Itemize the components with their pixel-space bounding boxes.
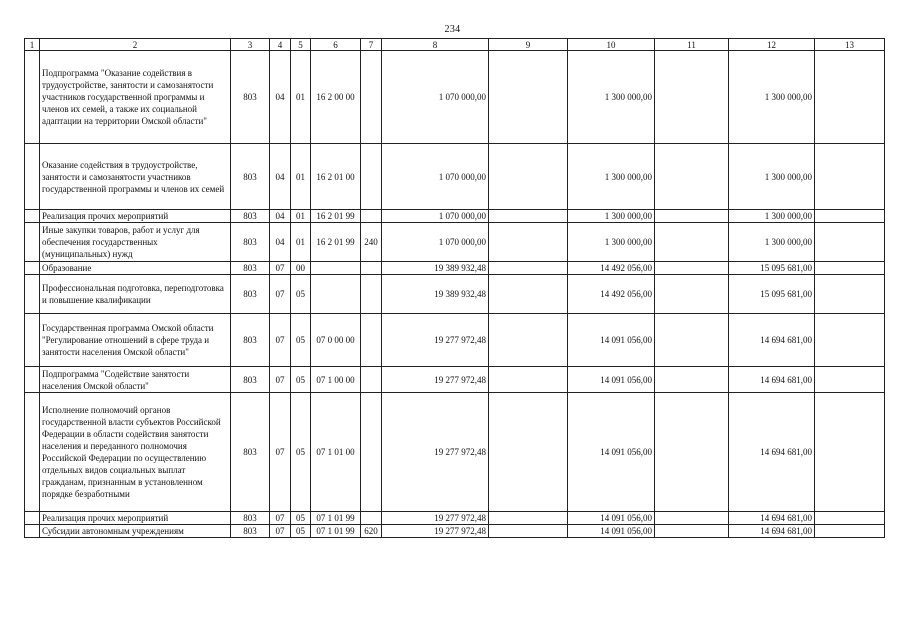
- column-number-row: [25, 39, 885, 51]
- expense-type-cell: [361, 367, 382, 393]
- amount-cell: [815, 275, 885, 314]
- amount-cell: [655, 275, 729, 314]
- amount-cell: 15 095 681,00: [729, 262, 815, 275]
- amount-cell: 14 091 056,00: [568, 525, 655, 538]
- expense-type-cell: 620: [361, 525, 382, 538]
- amount-cell: [655, 223, 729, 262]
- amount-cell: [815, 525, 885, 538]
- section-code-cell: 04: [270, 223, 291, 262]
- amount-cell: [489, 393, 568, 512]
- target-article-cell: 16 2 00 00: [311, 51, 361, 144]
- amount-cell: 1 070 000,00: [382, 210, 489, 223]
- amount-cell: [815, 512, 885, 525]
- ministry-code-cell: 803: [231, 144, 270, 210]
- table-row: [25, 367, 885, 393]
- amount-cell: 1 300 000,00: [568, 223, 655, 262]
- amount-cell: 14 091 056,00: [568, 367, 655, 393]
- amount-cell: 1 300 000,00: [729, 51, 815, 144]
- amount-cell: [489, 512, 568, 525]
- amount-cell: 1 070 000,00: [382, 144, 489, 210]
- amount-cell: [815, 51, 885, 144]
- expense-type-cell: [361, 393, 382, 512]
- amount-cell: [815, 144, 885, 210]
- target-article-cell: 16 2 01 99: [311, 223, 361, 262]
- amount-cell: [655, 144, 729, 210]
- section-code-cell: 04: [270, 210, 291, 223]
- ministry-code-cell: 803: [231, 275, 270, 314]
- expense-type-cell: [361, 275, 382, 314]
- amount-cell: 14 694 681,00: [729, 393, 815, 512]
- expense-type-cell: 240: [361, 223, 382, 262]
- item-name-cell: Подпрограмма "Содействие занятости населения Омской области": [40, 367, 231, 393]
- amount-cell: 19 389 932,48: [382, 262, 489, 275]
- item-name-cell: Образование: [40, 262, 231, 275]
- column-number-header: 4: [270, 39, 291, 51]
- amount-cell: [655, 393, 729, 512]
- column-number-header: 12: [729, 39, 815, 51]
- amount-cell: [815, 314, 885, 367]
- amount-cell: 14 091 056,00: [568, 314, 655, 367]
- amount-cell: 1 300 000,00: [729, 223, 815, 262]
- amount-cell: 1 300 000,00: [568, 144, 655, 210]
- expense-type-cell: [361, 314, 382, 367]
- amount-cell: 1 300 000,00: [568, 51, 655, 144]
- ministry-code-cell: 803: [231, 262, 270, 275]
- target-article-cell: 07 1 01 00: [311, 393, 361, 512]
- amount-cell: [489, 51, 568, 144]
- amount-cell: 19 277 972,48: [382, 525, 489, 538]
- amount-cell: [815, 210, 885, 223]
- expense-type-cell: [361, 144, 382, 210]
- subsection-code-cell: 05: [291, 367, 311, 393]
- subsection-code-cell: 05: [291, 314, 311, 367]
- amount-cell: 1 300 000,00: [729, 144, 815, 210]
- column-number-header: 1: [25, 39, 40, 51]
- table-row: [25, 223, 885, 262]
- table-row: [25, 275, 885, 314]
- section-code-cell: 07: [270, 262, 291, 275]
- budget-table: [24, 38, 885, 538]
- column-number-header: 11: [655, 39, 729, 51]
- row-index-cell: [25, 223, 40, 262]
- section-code-cell: 07: [270, 275, 291, 314]
- amount-cell: [815, 393, 885, 512]
- table-row: [25, 512, 885, 525]
- amount-cell: 19 277 972,48: [382, 367, 489, 393]
- item-name-cell: Профессиональная подготовка, переподготовка и повышение квалификации: [40, 275, 231, 314]
- row-index-cell: [25, 512, 40, 525]
- row-index-cell: [25, 210, 40, 223]
- row-index-cell: [25, 51, 40, 144]
- target-article-cell: [311, 275, 361, 314]
- row-index-cell: [25, 262, 40, 275]
- amount-cell: [815, 367, 885, 393]
- section-code-cell: 07: [270, 393, 291, 512]
- amount-cell: [489, 210, 568, 223]
- row-index-cell: [25, 275, 40, 314]
- table-row: [25, 144, 885, 210]
- amount-cell: [815, 223, 885, 262]
- item-name-cell: Реализация прочих мероприятий: [40, 210, 231, 223]
- amount-cell: 14 694 681,00: [729, 512, 815, 525]
- subsection-code-cell: 05: [291, 393, 311, 512]
- amount-cell: [655, 512, 729, 525]
- column-number-header: 2: [40, 39, 231, 51]
- item-name-cell: Исполнение полномочий органов государственной власти субъектов Российской Федерации в области содействия занятости населения и переданного полномочия Российской Федерации по осуществлению отдельных видов социальных выплат гражданам, признанным в установленном порядке безработными: [40, 393, 231, 512]
- amount-cell: [489, 223, 568, 262]
- subsection-code-cell: 01: [291, 223, 311, 262]
- amount-cell: 14 694 681,00: [729, 525, 815, 538]
- column-number-header: 9: [489, 39, 568, 51]
- amount-cell: 19 277 972,48: [382, 393, 489, 512]
- ministry-code-cell: 803: [231, 223, 270, 262]
- column-number-header: 7: [361, 39, 382, 51]
- column-number-header: 3: [231, 39, 270, 51]
- table-row: [25, 314, 885, 367]
- subsection-code-cell: 01: [291, 144, 311, 210]
- expense-type-cell: [361, 210, 382, 223]
- subsection-code-cell: 01: [291, 210, 311, 223]
- table-row: [25, 51, 885, 144]
- amount-cell: 14 492 056,00: [568, 262, 655, 275]
- expense-type-cell: [361, 51, 382, 144]
- item-name-cell: Реализация прочих мероприятий: [40, 512, 231, 525]
- column-number-header: 6: [311, 39, 361, 51]
- target-article-cell: 07 1 00 00: [311, 367, 361, 393]
- section-code-cell: 07: [270, 367, 291, 393]
- target-article-cell: 07 1 01 99: [311, 525, 361, 538]
- amount-cell: 19 277 972,48: [382, 314, 489, 367]
- expense-type-cell: [361, 262, 382, 275]
- amount-cell: 14 492 056,00: [568, 275, 655, 314]
- target-article-cell: 07 1 01 99: [311, 512, 361, 525]
- item-name-cell: Иные закупки товаров, работ и услуг для обеспечения государственных (муниципальных) нужд: [40, 223, 231, 262]
- target-article-cell: 16 2 01 99: [311, 210, 361, 223]
- expense-type-cell: [361, 512, 382, 525]
- target-article-cell: 16 2 01 00: [311, 144, 361, 210]
- column-number-header: 10: [568, 39, 655, 51]
- row-index-cell: [25, 367, 40, 393]
- ministry-code-cell: 803: [231, 51, 270, 144]
- amount-cell: 15 095 681,00: [729, 275, 815, 314]
- row-index-cell: [25, 144, 40, 210]
- table-row: [25, 262, 885, 275]
- ministry-code-cell: 803: [231, 210, 270, 223]
- ministry-code-cell: 803: [231, 512, 270, 525]
- amount-cell: [655, 525, 729, 538]
- item-name-cell: Государственная программа Омской области "Регулирование отношений в сфере труда и занятости населения Омской области": [40, 314, 231, 367]
- row-index-cell: [25, 525, 40, 538]
- item-name-cell: Оказание содействия в трудоустройстве, занятости и самозанятости участников государственной программы и членов их семей: [40, 144, 231, 210]
- amount-cell: [489, 144, 568, 210]
- page-number: 234: [444, 24, 461, 35]
- amount-cell: [489, 367, 568, 393]
- column-number-header: 13: [815, 39, 885, 51]
- amount-cell: 14 694 681,00: [729, 367, 815, 393]
- section-code-cell: 04: [270, 144, 291, 210]
- amount-cell: [655, 262, 729, 275]
- amount-cell: 14 694 681,00: [729, 314, 815, 367]
- amount-cell: 19 277 972,48: [382, 512, 489, 525]
- section-code-cell: 04: [270, 51, 291, 144]
- table-row: [25, 393, 885, 512]
- amount-cell: 14 091 056,00: [568, 512, 655, 525]
- ministry-code-cell: 803: [231, 525, 270, 538]
- amount-cell: [655, 210, 729, 223]
- ministry-code-cell: 803: [231, 314, 270, 367]
- amount-cell: 1 300 000,00: [568, 210, 655, 223]
- amount-cell: 1 300 000,00: [729, 210, 815, 223]
- section-code-cell: 07: [270, 314, 291, 367]
- table-body: [25, 51, 885, 538]
- amount-cell: [489, 275, 568, 314]
- section-code-cell: 07: [270, 525, 291, 538]
- amount-cell: 19 389 932,48: [382, 275, 489, 314]
- target-article-cell: 07 0 00 00: [311, 314, 361, 367]
- subsection-code-cell: 05: [291, 275, 311, 314]
- item-name-cell: Подпрограмма "Оказание содействия в трудоустройстве, занятости и самозанятости участников государственной программы и членов их семей, а также их социальной адаптации на территории Омской области": [40, 51, 231, 144]
- amount-cell: 1 070 000,00: [382, 51, 489, 144]
- subsection-code-cell: 01: [291, 51, 311, 144]
- amount-cell: [655, 314, 729, 367]
- subsection-code-cell: 00: [291, 262, 311, 275]
- amount-cell: [655, 51, 729, 144]
- ministry-code-cell: 803: [231, 393, 270, 512]
- ministry-code-cell: 803: [231, 367, 270, 393]
- amount-cell: [489, 314, 568, 367]
- target-article-cell: [311, 262, 361, 275]
- amount-cell: [815, 262, 885, 275]
- table-row: [25, 525, 885, 538]
- item-name-cell: Субсидии автономным учреждениям: [40, 525, 231, 538]
- section-code-cell: 07: [270, 512, 291, 525]
- table-row: [25, 210, 885, 223]
- subsection-code-cell: 05: [291, 512, 311, 525]
- amount-cell: [655, 367, 729, 393]
- row-index-cell: [25, 314, 40, 367]
- amount-cell: [489, 262, 568, 275]
- column-number-header: 8: [382, 39, 489, 51]
- column-number-header: 5: [291, 39, 311, 51]
- subsection-code-cell: 05: [291, 525, 311, 538]
- amount-cell: [489, 525, 568, 538]
- amount-cell: 1 070 000,00: [382, 223, 489, 262]
- amount-cell: 14 091 056,00: [568, 393, 655, 512]
- row-index-cell: [25, 393, 40, 512]
